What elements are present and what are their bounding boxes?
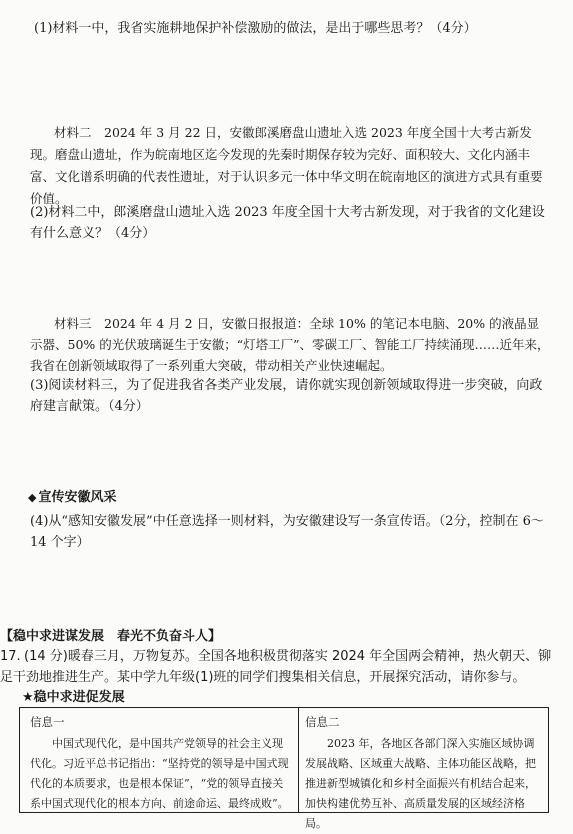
question-4: (4)从“感知安徽发展”中任意选择一则材料，为安徽建设写一条宣传语。（2分，控制在 6～14 个字）: [30, 514, 544, 550]
section-heading: 【稳中求进谋发展 春光不负奋斗人】: [0, 629, 222, 644]
question-17: [0, 646, 560, 688]
info-2-title: 信息二: [305, 715, 340, 729]
info-2-cell: [299, 708, 548, 830]
info-1-cell: [20, 708, 299, 812]
info-table: [19, 707, 549, 830]
question-2: (2)材料二中，郎溪磨盘山遗址入选 2023 年度全国十大考古新发现，对于我省的文化建设有什么意义？（4分）: [30, 205, 545, 241]
section-label: [28, 486, 116, 505]
question-number: 17.: [0, 649, 21, 664]
sub-heading: ★稳中求进促发展: [22, 690, 125, 705]
material-2: 材料二 2024 年 3 月 22 日，安徽郎溪磨盘山遗址入选 2023 年度全国十大考古新发现。磨盘山遗址，作为皖南地区迄今发现的先秦时期保存较为完好、面积较大、文化内涵丰富、文化谱系明确的代表性遗址，对于认识多元一体中华文明在皖南地区的演进方式具有重要价值。: [30, 125, 543, 206]
section-label-text: 宣传安徽风采: [38, 490, 117, 505]
question-17-text: (14 分)暖春三月，万物复苏。全国各地积极贯彻落实 2024 年全国两会精神，热火朝天、铆足干劲地推进生产。某中学九年级(1)班的同学们搜集相关信息，开展探究活动，请你参与。: [0, 649, 552, 685]
diamond-icon: ◆: [28, 491, 37, 504]
question-3: (3)阅读材料三，为了促进我省各类产业发展，请你就实现创新领域取得进一步突破，向政府建言献策。（4分）: [30, 378, 543, 414]
question-1: (1)材料一中，我省实施耕地保护补偿激励的做法，是出于哪些思考？（4分）: [34, 21, 477, 36]
info-1-title: 信息一: [30, 715, 65, 729]
info-2-text: 2023 年，各地区各部门深入实施区域协调发展战略、区域重大战略、主体功能区战略，把推进新型城镇化和乡村全面振兴有机结合起来，加快构建优势互补、高质量发展的区域经济格局。: [305, 737, 536, 830]
material-3: 材料三 2024 年 4 月 2 日，安徽日报报道：全球 10% 的笔记本电脑、20% 的液晶显示器、50% 的光伏玻璃诞生于安徽；“灯塔工厂”、零碳工厂、智能工厂持续涌现……近年来，我省在创新领域取得了一系列重大突破，带动相关产业快速崛起。: [30, 316, 550, 373]
info-1-text: 中国式现代化，是中国共产党领导的社会主义现代化。习近平总书记指出：“坚持党的领导是中国式现代化的本质要求，也是根本保证”，“党的领导直接关系中国式现代化的根本方向、前途命运、最终成败”。: [30, 737, 289, 810]
